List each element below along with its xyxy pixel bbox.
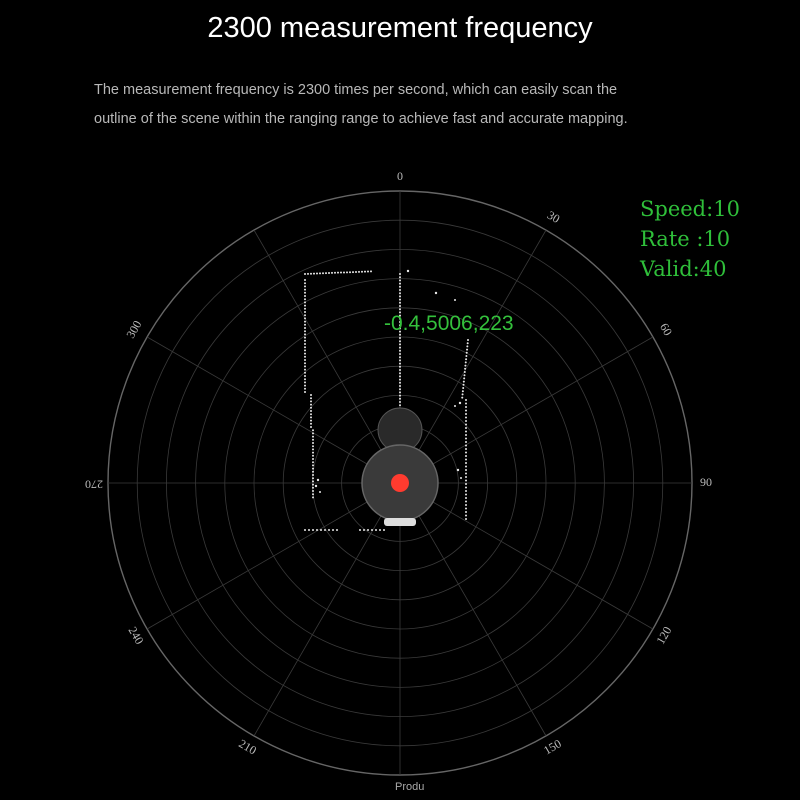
scan-point: [317, 479, 319, 481]
scan-point: [465, 462, 467, 464]
scan-point: [337, 272, 339, 274]
scan-point: [399, 283, 401, 285]
scan-point: [310, 407, 312, 409]
scan-point: [304, 381, 306, 383]
scan-point: [399, 356, 401, 358]
scan-point: [304, 346, 306, 348]
scan-point: [304, 340, 306, 342]
scan-point: [359, 529, 361, 531]
scan-point: [399, 395, 401, 397]
scan-point: [465, 504, 467, 506]
scan-point: [462, 393, 464, 395]
scan-point: [310, 420, 312, 422]
scan-point: [370, 270, 372, 272]
scan-point: [367, 270, 369, 272]
scan-point: [304, 308, 306, 310]
scan-point: [310, 413, 312, 415]
scan-point: [463, 377, 465, 379]
scan-point: [460, 477, 462, 479]
scan-point: [304, 375, 306, 377]
scan-point: [399, 299, 401, 301]
scan-point: [304, 327, 306, 329]
scan-point: [399, 273, 401, 275]
scan-point: [435, 292, 437, 294]
scan-point: [399, 379, 401, 381]
scan-point: [399, 372, 401, 374]
scan-point: [461, 397, 463, 399]
scan-point: [304, 298, 306, 300]
scan-point: [355, 271, 357, 273]
scan-point: [307, 273, 309, 275]
scan-point: [304, 359, 306, 361]
scan-point: [324, 529, 326, 531]
angle-label-30: 30: [544, 207, 563, 226]
description-line-2: outline of the scene within the ranging range to achieve fast and accurate mapping.: [94, 111, 628, 127]
scan-point: [304, 305, 306, 307]
scan-point: [465, 420, 467, 422]
scan-point: [322, 272, 324, 274]
scan-point: [465, 431, 467, 433]
angle-label-300: 300: [123, 318, 145, 341]
scan-point: [457, 469, 459, 471]
scan-point: [465, 427, 467, 429]
scan-point: [312, 490, 314, 492]
scan-point: [343, 271, 345, 273]
scan-point: [304, 289, 306, 291]
scan-point: [407, 270, 409, 272]
scan-point: [346, 271, 348, 273]
scan-point: [399, 353, 401, 355]
scan-point: [379, 529, 381, 531]
scan-point: [399, 286, 401, 288]
angle-label-120: 120: [653, 624, 675, 647]
scan-point: [312, 493, 314, 495]
scan-point: [312, 529, 314, 531]
scan-point: [352, 271, 354, 273]
scan-point: [325, 272, 327, 274]
scan-point: [465, 515, 467, 517]
scan-point: [310, 416, 312, 418]
scan-point: [465, 424, 467, 426]
scan-point: [319, 272, 321, 274]
scan-point: [399, 308, 401, 310]
scan-point: [304, 369, 306, 371]
scan-point: [399, 369, 401, 371]
scan-point: [399, 363, 401, 365]
scan-point: [399, 350, 401, 352]
page-title: 2300 measurement frequency: [207, 12, 593, 44]
scan-point: [399, 289, 401, 291]
scan-point: [304, 385, 306, 387]
robot-icon: [362, 408, 438, 526]
scan-point: [319, 491, 321, 493]
grid-spoke: [147, 337, 400, 483]
scan-point: [312, 452, 314, 454]
scan-point: [399, 276, 401, 278]
scan-point: [465, 410, 467, 412]
scan-point: [465, 455, 467, 457]
scan-point: [312, 461, 314, 463]
scan-point: [465, 487, 467, 489]
scan-point: [312, 471, 314, 473]
scan-point: [399, 340, 401, 342]
scan-point: [312, 487, 314, 489]
scan-point: [310, 397, 312, 399]
scan-point: [304, 378, 306, 380]
angle-label-0: 0: [397, 168, 403, 183]
scan-point: [310, 404, 312, 406]
scan-point: [312, 477, 314, 479]
scan-point: [465, 361, 467, 363]
scan-point: [304, 295, 306, 297]
robot-base: [384, 518, 416, 526]
scan-point: [364, 271, 366, 273]
scan-point: [349, 271, 351, 273]
scan-point: [312, 445, 314, 447]
scan-point: [465, 403, 467, 405]
scan-point: [312, 448, 314, 450]
scan-point: [465, 483, 467, 485]
robot-position-dot: [391, 474, 409, 492]
scan-point: [465, 501, 467, 503]
scan-point: [304, 317, 306, 319]
scan-point: [465, 480, 467, 482]
scan-point: [465, 476, 467, 478]
scan-point: [465, 452, 467, 454]
scan-point: [465, 473, 467, 475]
scan-point: [383, 529, 385, 531]
scan-point: [316, 273, 318, 275]
scan-point: [312, 484, 314, 486]
scan-point: [454, 405, 456, 407]
angle-label-210: 210: [236, 736, 259, 758]
scan-point: [465, 466, 467, 468]
scan-point: [304, 314, 306, 316]
scan-point: [399, 337, 401, 339]
scan-point: [465, 358, 467, 360]
scan-point: [465, 469, 467, 471]
scan-point: [304, 292, 306, 294]
scan-point: [312, 429, 314, 431]
scan-point: [304, 356, 306, 358]
grid-spoke: [147, 483, 400, 629]
scan-point: [464, 371, 466, 373]
scan-point: [463, 381, 465, 383]
scan-point: [328, 529, 330, 531]
scan-point: [465, 490, 467, 492]
scan-point: [467, 342, 469, 344]
scan-point: [304, 365, 306, 367]
angle-label-150: 150: [541, 736, 564, 758]
angle-label-90: 90: [700, 474, 712, 489]
rate-stat: Rate :10: [640, 227, 731, 251]
scan-point: [399, 382, 401, 384]
scan-point: [304, 333, 306, 335]
scan-point: [465, 494, 467, 496]
scan-point: [304, 353, 306, 355]
scan-point: [320, 529, 322, 531]
scan-point: [334, 272, 336, 274]
scan-point: [310, 273, 312, 275]
scan-point: [312, 474, 314, 476]
scan-point: [465, 434, 467, 436]
scan-point: [399, 305, 401, 307]
scan-point: [464, 365, 466, 367]
angle-label-240: 240: [125, 624, 147, 647]
scan-point: [304, 324, 306, 326]
scan-point: [332, 529, 334, 531]
coordinate-readout: -0.4,5006,223: [384, 312, 514, 335]
scan-point: [466, 345, 468, 347]
grid-spoke: [400, 230, 546, 483]
scan-point: [312, 436, 314, 438]
scan-point: [358, 271, 360, 273]
scan-point: [304, 282, 306, 284]
scan-point: [466, 352, 468, 354]
scan-point: [399, 388, 401, 390]
scan-point: [310, 426, 312, 428]
scan-point: [304, 391, 306, 393]
scan-point: [340, 272, 342, 274]
scan-point: [310, 400, 312, 402]
bottom-label: Produ: [395, 781, 425, 793]
scan-point: [331, 272, 333, 274]
scan-point: [315, 485, 317, 487]
description-line-1: The measurement frequency is 2300 times per second, which can easily scan the: [94, 82, 618, 98]
scan-point: [313, 273, 315, 275]
scan-point: [304, 362, 306, 364]
scan-point: [399, 398, 401, 400]
scan-point: [399, 295, 401, 297]
scan-point: [465, 413, 467, 415]
angle-label-270: 270: [85, 477, 103, 492]
scan-point: [304, 343, 306, 345]
grid-spoke: [400, 337, 653, 483]
scan-point: [399, 391, 401, 393]
scan-point: [463, 384, 465, 386]
scan-point: [304, 311, 306, 313]
scan-point: [459, 402, 461, 404]
scan-point: [454, 299, 456, 301]
scan-point: [312, 455, 314, 457]
grid-spoke: [254, 483, 400, 736]
stats-panel: [640, 194, 740, 284]
scan-point: [399, 343, 401, 345]
scan-point: [312, 468, 314, 470]
scan-point: [304, 372, 306, 374]
scan-point: [465, 459, 467, 461]
scan-point: [464, 368, 466, 370]
scan-point: [361, 271, 363, 273]
scan-point: [465, 508, 467, 510]
scan-point: [399, 302, 401, 304]
scan-point: [312, 442, 314, 444]
scan-point: [465, 406, 467, 408]
speed-stat: Speed:10: [640, 197, 740, 221]
scan-point: [310, 394, 312, 396]
scan-point: [399, 385, 401, 387]
scan-point: [465, 399, 467, 401]
scan-point: [304, 273, 306, 275]
scan-point: [312, 432, 314, 434]
scan-point: [399, 347, 401, 349]
scan-point: [399, 375, 401, 377]
scan-point: [465, 497, 467, 499]
scan-point: [328, 272, 330, 274]
grid-spoke: [254, 230, 400, 483]
scan-point: [465, 511, 467, 513]
scan-point: [312, 439, 314, 441]
scan-point: [399, 279, 401, 281]
scan-point: [316, 529, 318, 531]
scan-point: [462, 390, 464, 392]
scan-point: [465, 417, 467, 419]
scan-point: [304, 349, 306, 351]
scan-point: [304, 388, 306, 390]
scan-point: [465, 445, 467, 447]
scan-point: [312, 458, 314, 460]
scan-point: [465, 441, 467, 443]
scan-point: [304, 321, 306, 323]
grid-spoke: [400, 483, 653, 629]
scan-point: [371, 529, 373, 531]
scan-point: [465, 438, 467, 440]
scan-point: [462, 387, 464, 389]
scan-point: [466, 349, 468, 351]
scan-point: [310, 410, 312, 412]
scan-point: [465, 355, 467, 357]
scan-point: [375, 529, 377, 531]
scan-point: [467, 339, 469, 341]
scan-point: [304, 529, 306, 531]
scan-point: [304, 285, 306, 287]
scan-point: [308, 529, 310, 531]
scan-point: [465, 518, 467, 520]
scan-point: [304, 330, 306, 332]
scan-point: [310, 423, 312, 425]
scan-point: [367, 529, 369, 531]
scan-point: [399, 366, 401, 368]
scan-point: [399, 359, 401, 361]
angle-label-60: 60: [657, 320, 676, 339]
scan-point: [399, 401, 401, 403]
scan-point: [312, 496, 314, 498]
scan-point: [312, 464, 314, 466]
scan-point: [463, 374, 465, 376]
scan-point: [336, 529, 338, 531]
scan-point: [304, 301, 306, 303]
scan-point: [304, 337, 306, 339]
scan-point: [304, 279, 306, 281]
scan-point: [399, 292, 401, 294]
scan-point: [399, 404, 401, 406]
scan-point: [312, 480, 314, 482]
scan-point: [363, 529, 365, 531]
valid-stat: Valid:40: [640, 257, 727, 281]
scan-point: [465, 448, 467, 450]
grid-spoke: [400, 483, 546, 736]
